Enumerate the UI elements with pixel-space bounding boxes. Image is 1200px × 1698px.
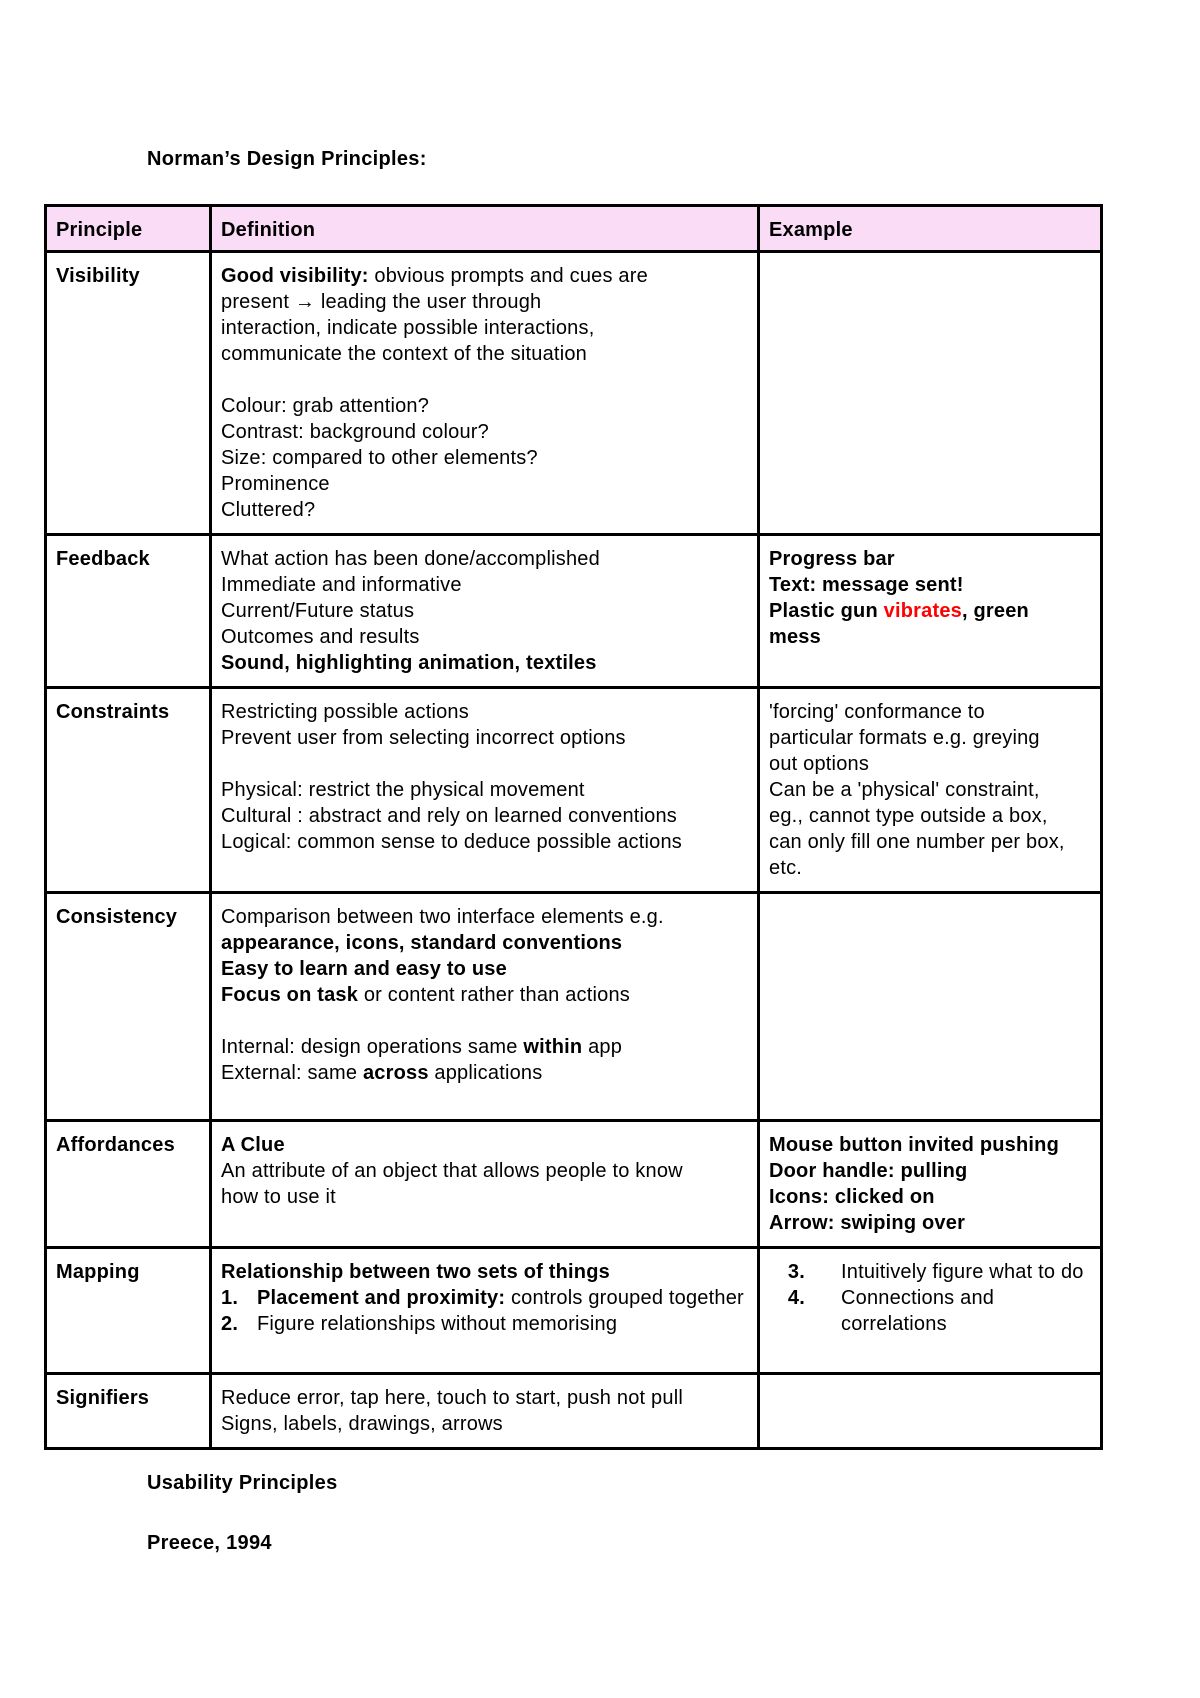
definition-line: Physical: restrict the physical movement	[221, 779, 585, 801]
definition-line: Signs, labels, drawings, arrows	[221, 1413, 503, 1435]
numbered-list	[221, 1285, 747, 1337]
table-row-consistency	[46, 893, 1102, 1121]
definition-line: Prominence	[221, 473, 330, 495]
example-text: Connections and correlations	[841, 1287, 995, 1335]
example-cell	[759, 535, 1102, 688]
example-text: Plastic gun	[769, 600, 884, 622]
definition-text: app	[582, 1036, 623, 1058]
header-definition: Definition	[211, 206, 759, 252]
definition-line: Current/Future status	[221, 600, 415, 622]
definition-bold-text: Placement and proximity:	[257, 1287, 506, 1309]
definition-line: What action has been done/accomplished	[221, 548, 600, 570]
definition-line: Size: compared to other elements?	[221, 447, 538, 469]
example-text: Intuitively figure what to do	[841, 1261, 1084, 1283]
example-cell	[759, 688, 1102, 893]
definition-text: External: same	[221, 1062, 363, 1084]
definition-cell	[211, 893, 759, 1121]
definition-line: appearance, icons, standard conventions	[221, 932, 623, 954]
definition-cell	[211, 1248, 759, 1374]
example-line: mess	[769, 626, 821, 648]
example-line: can only fill one number per box,	[769, 831, 1065, 853]
example-text: , green	[961, 600, 1029, 622]
list-item	[221, 1285, 747, 1311]
definition-cell	[211, 252, 759, 535]
definition-cell	[211, 1374, 759, 1449]
definition-line: Colour: grab attention?	[221, 395, 430, 417]
table-row-mapping	[46, 1248, 1102, 1374]
header-example: Example	[759, 206, 1102, 252]
definition-line: An attribute of an object that allows people to know	[221, 1160, 683, 1182]
example-line: Door handle: pulling	[769, 1160, 968, 1182]
definition-text: or content rather than actions	[358, 984, 630, 1006]
table-row-visibility	[46, 252, 1102, 535]
definition-bold-text: Focus on task	[221, 984, 359, 1006]
example-cell	[759, 1248, 1102, 1374]
definition-line: Cluttered?	[221, 499, 316, 521]
definition-line: Logical: common sense to deduce possible actions	[221, 831, 682, 853]
definition-line: Contrast: background colour?	[221, 421, 489, 443]
usability-heading: Usability Principles	[147, 1472, 338, 1494]
numbered-list	[769, 1259, 1090, 1337]
definition-line: how to use it	[221, 1186, 336, 1208]
definition-cell	[211, 535, 759, 688]
example-line: eg., cannot type outside a box,	[769, 805, 1048, 827]
list-number: 1.	[221, 1287, 239, 1309]
table-row-constraints	[46, 688, 1102, 893]
definition-line: Easy to learn and easy to use	[221, 958, 507, 980]
example-cell	[759, 1121, 1102, 1248]
principle-cell: Constraints	[46, 688, 211, 893]
definition-line: present → leading the user through	[221, 291, 542, 313]
list-item	[769, 1259, 1090, 1285]
definition-bold-text: across	[362, 1062, 429, 1084]
definition-line: Cultural : abstract and rely on learned conventions	[221, 805, 678, 827]
definition-text: Internal: design operations same	[221, 1036, 524, 1058]
definition-line: Immediate and informative	[221, 574, 462, 596]
example-line: Progress bar	[769, 548, 895, 570]
list-item	[769, 1285, 1090, 1337]
citation: Preece, 1994	[147, 1532, 272, 1554]
principle-cell: Signifiers	[46, 1374, 211, 1449]
table-header-row	[46, 206, 1102, 252]
list-item	[221, 1311, 747, 1337]
definition-line: Relationship between two sets of things	[221, 1261, 610, 1283]
example-line: Arrow: swiping over	[769, 1212, 966, 1234]
example-line: Can be a 'physical' constraint,	[769, 779, 1040, 801]
definition-cell	[211, 1121, 759, 1248]
definition-line: Reduce error, tap here, touch to start, push not pull	[221, 1387, 683, 1409]
definition-line: A Clue	[221, 1134, 285, 1156]
definition-bold-text: Good visibility:	[221, 265, 369, 287]
example-cell	[759, 252, 1102, 535]
example-highlight-text: vibrates	[883, 600, 962, 622]
definition-bold-text: within	[523, 1036, 583, 1058]
example-line: particular formats e.g. greying	[769, 727, 1040, 749]
definition-line: Sound, highlighting animation, textiles	[221, 652, 597, 674]
principle-cell: Affordances	[46, 1121, 211, 1248]
principle-cell: Consistency	[46, 893, 211, 1121]
example-line: out options	[769, 753, 870, 775]
header-principle: Principle	[46, 206, 211, 252]
definition-line: Comparison between two interface elements e.g.	[221, 906, 664, 928]
principle-cell: Feedback	[46, 535, 211, 688]
example-line: etc.	[769, 857, 803, 879]
page-title: Norman’s Design Principles:	[147, 148, 427, 170]
principle-cell: Mapping	[46, 1248, 211, 1374]
definition-line: interaction, indicate possible interactions,	[221, 317, 595, 339]
definition-line: Prevent user from selecting incorrect options	[221, 727, 626, 749]
example-line: 'forcing' conformance to	[769, 701, 985, 723]
example-line: Text: message sent!	[769, 574, 964, 596]
definition-text: Figure relationships without memorising	[257, 1313, 618, 1335]
list-number: 2.	[221, 1313, 239, 1335]
definition-line: Restricting possible actions	[221, 701, 469, 723]
list-number: 4.	[787, 1287, 805, 1309]
example-line: Icons: clicked on	[769, 1186, 935, 1208]
definition-cell	[211, 688, 759, 893]
table-row-feedback	[46, 535, 1102, 688]
example-line: Mouse button invited pushing	[769, 1134, 1060, 1156]
design-principles-table	[44, 204, 1103, 1450]
definition-text: obvious prompts and cues are	[368, 265, 648, 287]
example-cell	[759, 1374, 1102, 1449]
definition-text: controls grouped together	[505, 1287, 744, 1309]
table-row-affordances	[46, 1121, 1102, 1248]
definition-line: communicate the context of the situation	[221, 343, 587, 365]
example-cell	[759, 893, 1102, 1121]
definition-line: Outcomes and results	[221, 626, 420, 648]
table-row-signifiers	[46, 1374, 1102, 1449]
list-number: 3.	[787, 1261, 805, 1283]
principle-cell: Visibility	[46, 252, 211, 535]
definition-text: applications	[428, 1062, 543, 1084]
